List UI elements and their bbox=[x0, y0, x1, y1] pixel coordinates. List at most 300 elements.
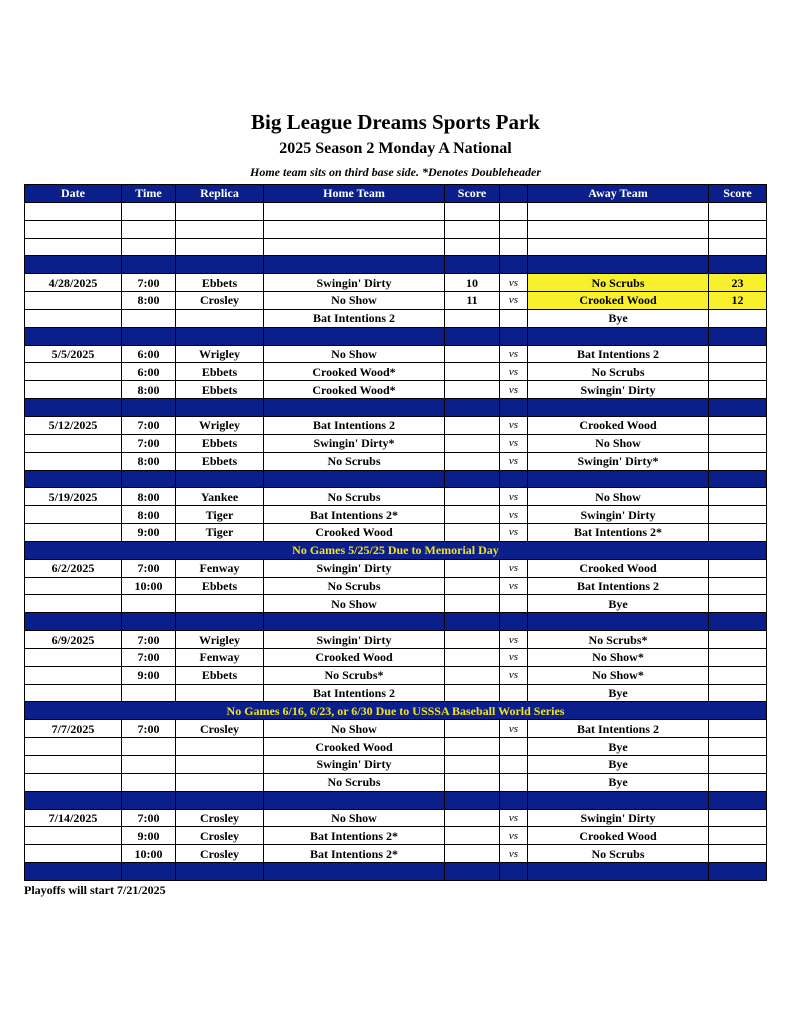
away-team-cell: No Show* bbox=[528, 666, 709, 684]
home-score-cell bbox=[445, 488, 500, 506]
separator-cell bbox=[176, 791, 264, 809]
home-team-cell: Bat Intentions 2* bbox=[264, 827, 445, 845]
home-team-cell: No Show bbox=[264, 345, 445, 363]
header-home-team: Home Team bbox=[264, 185, 445, 203]
vs-cell bbox=[500, 773, 528, 791]
header-away-score: Score bbox=[709, 185, 767, 203]
home-team-cell: No Show bbox=[264, 292, 445, 310]
replica-cell: Fenway bbox=[176, 648, 264, 666]
notice-row bbox=[25, 541, 767, 559]
empty-cell bbox=[709, 220, 767, 238]
vs-cell: vs bbox=[500, 452, 528, 470]
separator-cell bbox=[528, 327, 709, 345]
home-team-cell: Swingin' Dirty* bbox=[264, 434, 445, 452]
away-score-cell bbox=[709, 684, 767, 702]
time-cell bbox=[122, 595, 176, 613]
empty-cell bbox=[500, 202, 528, 220]
home-team-cell: Crooked Wood* bbox=[264, 363, 445, 381]
separator-cell bbox=[25, 863, 122, 881]
away-score-cell bbox=[709, 827, 767, 845]
replica-cell bbox=[176, 756, 264, 774]
empty-cell bbox=[528, 220, 709, 238]
replica-cell: Ebbets bbox=[176, 381, 264, 399]
home-score-cell bbox=[445, 559, 500, 577]
home-score-cell bbox=[445, 381, 500, 399]
separator-cell bbox=[709, 791, 767, 809]
home-team-cell: Crooked Wood bbox=[264, 738, 445, 756]
separator-row bbox=[25, 613, 767, 631]
replica-cell: Tiger bbox=[176, 506, 264, 524]
time-cell: 7:00 bbox=[122, 274, 176, 292]
home-score-cell bbox=[445, 773, 500, 791]
away-team-cell: Swingin' Dirty bbox=[528, 809, 709, 827]
away-team-cell: Bye bbox=[528, 738, 709, 756]
away-team-cell: Swingin' Dirty bbox=[528, 381, 709, 399]
date-cell bbox=[25, 827, 122, 845]
replica-cell: Ebbets bbox=[176, 274, 264, 292]
vs-cell bbox=[500, 756, 528, 774]
separator-cell bbox=[709, 613, 767, 631]
home-team-cell: Bat Intentions 2* bbox=[264, 845, 445, 863]
empty-cell bbox=[25, 238, 122, 256]
separator-cell bbox=[25, 613, 122, 631]
game-row bbox=[25, 506, 767, 524]
separator-cell bbox=[445, 399, 500, 417]
away-team-cell: Bat Intentions 2 bbox=[528, 720, 709, 738]
game-row bbox=[25, 452, 767, 470]
time-cell: 6:00 bbox=[122, 363, 176, 381]
blank-row bbox=[25, 238, 767, 256]
separator-cell bbox=[176, 399, 264, 417]
separator-cell bbox=[264, 863, 445, 881]
date-cell: 5/12/2025 bbox=[25, 416, 122, 434]
separator-cell bbox=[176, 613, 264, 631]
game-row bbox=[25, 309, 767, 327]
home-score-cell bbox=[445, 648, 500, 666]
separator-cell bbox=[528, 863, 709, 881]
separator-cell bbox=[500, 327, 528, 345]
empty-cell bbox=[176, 238, 264, 256]
separator-row bbox=[25, 399, 767, 417]
date-cell: 6/9/2025 bbox=[25, 631, 122, 649]
footer-note: Playoffs will start 7/21/2025 bbox=[24, 883, 166, 897]
vs-cell bbox=[500, 595, 528, 613]
schedule-table bbox=[24, 184, 767, 881]
time-cell: 7:00 bbox=[122, 559, 176, 577]
replica-cell: Wrigley bbox=[176, 416, 264, 434]
vs-cell: vs bbox=[500, 577, 528, 595]
empty-cell bbox=[264, 220, 445, 238]
empty-cell bbox=[264, 238, 445, 256]
away-score-cell bbox=[709, 452, 767, 470]
date-cell bbox=[25, 452, 122, 470]
home-score-cell bbox=[445, 345, 500, 363]
time-cell: 9:00 bbox=[122, 666, 176, 684]
game-row bbox=[25, 292, 767, 310]
replica-cell: Ebbets bbox=[176, 452, 264, 470]
away-team-cell: No Scrubs bbox=[528, 363, 709, 381]
replica-cell: Ebbets bbox=[176, 363, 264, 381]
home-score-cell: 11 bbox=[445, 292, 500, 310]
home-score-cell bbox=[445, 577, 500, 595]
separator-row bbox=[25, 470, 767, 488]
vs-cell: vs bbox=[500, 720, 528, 738]
home-score-cell bbox=[445, 434, 500, 452]
date-cell bbox=[25, 595, 122, 613]
home-score-cell bbox=[445, 506, 500, 524]
game-row bbox=[25, 648, 767, 666]
separator-cell bbox=[500, 256, 528, 274]
vs-cell: vs bbox=[500, 631, 528, 649]
separator-cell bbox=[500, 863, 528, 881]
separator-row bbox=[25, 791, 767, 809]
game-row bbox=[25, 416, 767, 434]
away-score-cell: 23 bbox=[709, 274, 767, 292]
separator-cell bbox=[264, 470, 445, 488]
away-team-cell: Bye bbox=[528, 595, 709, 613]
time-cell bbox=[122, 684, 176, 702]
replica-cell: Wrigley bbox=[176, 631, 264, 649]
replica-cell: Crosley bbox=[176, 845, 264, 863]
separator-cell bbox=[176, 863, 264, 881]
replica-cell: Ebbets bbox=[176, 577, 264, 595]
away-score-cell bbox=[709, 595, 767, 613]
home-score-cell bbox=[445, 827, 500, 845]
game-row bbox=[25, 345, 767, 363]
away-team-cell: Bat Intentions 2* bbox=[528, 524, 709, 542]
header-row bbox=[25, 185, 767, 203]
time-cell bbox=[122, 773, 176, 791]
date-cell: 5/5/2025 bbox=[25, 345, 122, 363]
date-cell: 4/28/2025 bbox=[25, 274, 122, 292]
time-cell bbox=[122, 738, 176, 756]
away-score-cell: 12 bbox=[709, 292, 767, 310]
home-score-cell: 10 bbox=[445, 274, 500, 292]
page-note: Home team sits on third base side. *Denotes Doubleheader bbox=[250, 165, 541, 179]
header-home-score: Score bbox=[445, 185, 500, 203]
date-cell bbox=[25, 666, 122, 684]
time-cell bbox=[122, 756, 176, 774]
home-score-cell bbox=[445, 666, 500, 684]
vs-cell: vs bbox=[500, 524, 528, 542]
away-score-cell bbox=[709, 345, 767, 363]
time-cell: 8:00 bbox=[122, 506, 176, 524]
separator-cell bbox=[264, 327, 445, 345]
away-score-cell bbox=[709, 381, 767, 399]
separator-cell bbox=[445, 613, 500, 631]
away-score-cell bbox=[709, 416, 767, 434]
away-team-cell: Crooked Wood bbox=[528, 559, 709, 577]
replica-cell: Fenway bbox=[176, 559, 264, 577]
empty-cell bbox=[25, 220, 122, 238]
empty-cell bbox=[122, 238, 176, 256]
separator-cell bbox=[122, 613, 176, 631]
replica-cell bbox=[176, 595, 264, 613]
empty-cell bbox=[176, 220, 264, 238]
away-score-cell bbox=[709, 309, 767, 327]
away-score-cell bbox=[709, 648, 767, 666]
separator-cell bbox=[528, 470, 709, 488]
date-cell bbox=[25, 363, 122, 381]
separator-cell bbox=[25, 399, 122, 417]
notice-text: No Games 5/25/25 Due to Memorial Day bbox=[25, 541, 767, 559]
empty-cell bbox=[709, 238, 767, 256]
vs-cell: vs bbox=[500, 559, 528, 577]
game-row bbox=[25, 773, 767, 791]
away-score-cell bbox=[709, 434, 767, 452]
header-vs bbox=[500, 185, 528, 203]
home-score-cell bbox=[445, 738, 500, 756]
game-row bbox=[25, 738, 767, 756]
away-team-cell: No Scrubs bbox=[528, 274, 709, 292]
vs-cell: vs bbox=[500, 416, 528, 434]
home-team-cell: Bat Intentions 2* bbox=[264, 506, 445, 524]
game-row bbox=[25, 363, 767, 381]
vs-cell: vs bbox=[500, 666, 528, 684]
away-team-cell: Bye bbox=[528, 756, 709, 774]
separator-cell bbox=[176, 327, 264, 345]
replica-cell bbox=[176, 738, 264, 756]
away-score-cell bbox=[709, 363, 767, 381]
home-team-cell: Bat Intentions 2 bbox=[264, 309, 445, 327]
away-score-cell bbox=[709, 845, 767, 863]
date-cell: 7/14/2025 bbox=[25, 809, 122, 827]
home-team-cell: No Scrubs bbox=[264, 488, 445, 506]
blank-row bbox=[25, 202, 767, 220]
away-score-cell bbox=[709, 773, 767, 791]
empty-cell bbox=[445, 238, 500, 256]
date-cell bbox=[25, 524, 122, 542]
vs-cell: vs bbox=[500, 845, 528, 863]
away-score-cell bbox=[709, 738, 767, 756]
separator-row bbox=[25, 256, 767, 274]
date-cell bbox=[25, 577, 122, 595]
empty-cell bbox=[709, 202, 767, 220]
date-cell bbox=[25, 773, 122, 791]
time-cell: 7:00 bbox=[122, 648, 176, 666]
time-cell: 7:00 bbox=[122, 631, 176, 649]
game-row bbox=[25, 381, 767, 399]
separator-cell bbox=[709, 256, 767, 274]
header-date: Date bbox=[25, 185, 122, 203]
notice-row bbox=[25, 702, 767, 720]
vs-cell: vs bbox=[500, 381, 528, 399]
empty-cell bbox=[500, 238, 528, 256]
vs-cell: vs bbox=[500, 827, 528, 845]
away-team-cell: Swingin' Dirty* bbox=[528, 452, 709, 470]
replica-cell: Crosley bbox=[176, 827, 264, 845]
separator-cell bbox=[500, 613, 528, 631]
game-row bbox=[25, 809, 767, 827]
away-team-cell: Bat Intentions 2 bbox=[528, 345, 709, 363]
blank-row bbox=[25, 220, 767, 238]
away-score-cell bbox=[709, 559, 767, 577]
home-team-cell: No Scrubs bbox=[264, 577, 445, 595]
game-row bbox=[25, 524, 767, 542]
away-score-cell bbox=[709, 809, 767, 827]
empty-cell bbox=[500, 220, 528, 238]
date-cell bbox=[25, 381, 122, 399]
home-score-cell bbox=[445, 452, 500, 470]
separator-cell bbox=[500, 399, 528, 417]
home-team-cell: Swingin' Dirty bbox=[264, 559, 445, 577]
header-replica: Replica bbox=[176, 185, 264, 203]
separator-cell bbox=[122, 470, 176, 488]
home-team-cell: Swingin' Dirty bbox=[264, 756, 445, 774]
game-row bbox=[25, 720, 767, 738]
away-team-cell: No Show bbox=[528, 434, 709, 452]
away-team-cell: Bat Intentions 2 bbox=[528, 577, 709, 595]
home-team-cell: No Show bbox=[264, 809, 445, 827]
game-row bbox=[25, 756, 767, 774]
date-cell bbox=[25, 738, 122, 756]
away-team-cell: Bye bbox=[528, 684, 709, 702]
separator-cell bbox=[709, 399, 767, 417]
separator-cell bbox=[528, 256, 709, 274]
time-cell: 7:00 bbox=[122, 416, 176, 434]
separator-cell bbox=[264, 256, 445, 274]
replica-cell: Tiger bbox=[176, 524, 264, 542]
vs-cell bbox=[500, 738, 528, 756]
home-team-cell: No Scrubs* bbox=[264, 666, 445, 684]
game-row bbox=[25, 559, 767, 577]
vs-cell: vs bbox=[500, 292, 528, 310]
time-cell: 8:00 bbox=[122, 488, 176, 506]
game-row bbox=[25, 666, 767, 684]
home-score-cell bbox=[445, 363, 500, 381]
replica-cell: Ebbets bbox=[176, 434, 264, 452]
separator-cell bbox=[528, 791, 709, 809]
time-cell: 7:00 bbox=[122, 434, 176, 452]
away-team-cell: Bye bbox=[528, 773, 709, 791]
away-score-cell bbox=[709, 631, 767, 649]
empty-cell bbox=[176, 202, 264, 220]
replica-cell bbox=[176, 309, 264, 327]
game-row bbox=[25, 488, 767, 506]
header-away-team: Away Team bbox=[528, 185, 709, 203]
date-cell: 6/2/2025 bbox=[25, 559, 122, 577]
replica-cell: Wrigley bbox=[176, 345, 264, 363]
home-score-cell bbox=[445, 309, 500, 327]
time-cell: 9:00 bbox=[122, 827, 176, 845]
time-cell bbox=[122, 309, 176, 327]
away-score-cell bbox=[709, 488, 767, 506]
separator-cell bbox=[445, 470, 500, 488]
separator-row bbox=[25, 327, 767, 345]
home-score-cell bbox=[445, 631, 500, 649]
vs-cell: vs bbox=[500, 434, 528, 452]
page-subtitle: 2025 Season 2 Monday A National bbox=[279, 140, 512, 157]
empty-cell bbox=[122, 220, 176, 238]
replica-cell: Yankee bbox=[176, 488, 264, 506]
vs-cell: vs bbox=[500, 648, 528, 666]
home-team-cell: No Scrubs bbox=[264, 773, 445, 791]
home-score-cell bbox=[445, 809, 500, 827]
date-cell: 5/19/2025 bbox=[25, 488, 122, 506]
separator-cell bbox=[122, 327, 176, 345]
home-team-cell: No Show bbox=[264, 595, 445, 613]
separator-cell bbox=[445, 256, 500, 274]
replica-cell: Ebbets bbox=[176, 666, 264, 684]
home-score-cell bbox=[445, 595, 500, 613]
separator-cell bbox=[25, 791, 122, 809]
game-row bbox=[25, 631, 767, 649]
separator-cell bbox=[25, 256, 122, 274]
home-team-cell: Crooked Wood bbox=[264, 524, 445, 542]
home-team-cell: Crooked Wood bbox=[264, 648, 445, 666]
vs-cell: vs bbox=[500, 506, 528, 524]
separator-cell bbox=[709, 863, 767, 881]
home-team-cell: Bat Intentions 2 bbox=[264, 416, 445, 434]
separator-cell bbox=[709, 470, 767, 488]
empty-cell bbox=[528, 202, 709, 220]
away-score-cell bbox=[709, 720, 767, 738]
vs-cell: vs bbox=[500, 488, 528, 506]
away-team-cell: Crooked Wood bbox=[528, 827, 709, 845]
home-score-cell bbox=[445, 684, 500, 702]
separator-cell bbox=[709, 327, 767, 345]
empty-cell bbox=[528, 238, 709, 256]
away-score-cell bbox=[709, 524, 767, 542]
home-score-cell bbox=[445, 720, 500, 738]
vs-cell bbox=[500, 684, 528, 702]
vs-cell: vs bbox=[500, 809, 528, 827]
replica-cell: Crosley bbox=[176, 292, 264, 310]
replica-cell: Crosley bbox=[176, 720, 264, 738]
empty-cell bbox=[264, 202, 445, 220]
notice-text: No Games 6/16, 6/23, or 6/30 Due to USSSA Baseball World Series bbox=[25, 702, 767, 720]
separator-cell bbox=[264, 791, 445, 809]
separator-cell bbox=[122, 399, 176, 417]
time-cell: 7:00 bbox=[122, 809, 176, 827]
game-row bbox=[25, 595, 767, 613]
game-row bbox=[25, 434, 767, 452]
home-score-cell bbox=[445, 845, 500, 863]
away-score-cell bbox=[709, 756, 767, 774]
home-team-cell: No Scrubs bbox=[264, 452, 445, 470]
vs-cell: vs bbox=[500, 363, 528, 381]
separator-cell bbox=[25, 327, 122, 345]
away-team-cell: No Show* bbox=[528, 648, 709, 666]
date-cell bbox=[25, 506, 122, 524]
separator-cell bbox=[122, 791, 176, 809]
game-row bbox=[25, 684, 767, 702]
separator-cell bbox=[528, 613, 709, 631]
date-cell bbox=[25, 309, 122, 327]
away-team-cell: Bye bbox=[528, 309, 709, 327]
separator-cell bbox=[528, 399, 709, 417]
header-time: Time bbox=[122, 185, 176, 203]
replica-cell bbox=[176, 684, 264, 702]
away-team-cell: No Scrubs bbox=[528, 845, 709, 863]
home-score-cell bbox=[445, 756, 500, 774]
home-team-cell: Swingin' Dirty bbox=[264, 631, 445, 649]
date-cell: 7/7/2025 bbox=[25, 720, 122, 738]
separator-cell bbox=[122, 863, 176, 881]
separator-cell bbox=[264, 399, 445, 417]
time-cell: 10:00 bbox=[122, 577, 176, 595]
vs-cell: vs bbox=[500, 274, 528, 292]
empty-cell bbox=[445, 202, 500, 220]
separator-cell bbox=[176, 256, 264, 274]
vs-cell bbox=[500, 309, 528, 327]
separator-cell bbox=[445, 791, 500, 809]
separator-cell bbox=[25, 470, 122, 488]
separator-cell bbox=[445, 327, 500, 345]
game-row bbox=[25, 827, 767, 845]
away-team-cell: No Show bbox=[528, 488, 709, 506]
time-cell: 9:00 bbox=[122, 524, 176, 542]
